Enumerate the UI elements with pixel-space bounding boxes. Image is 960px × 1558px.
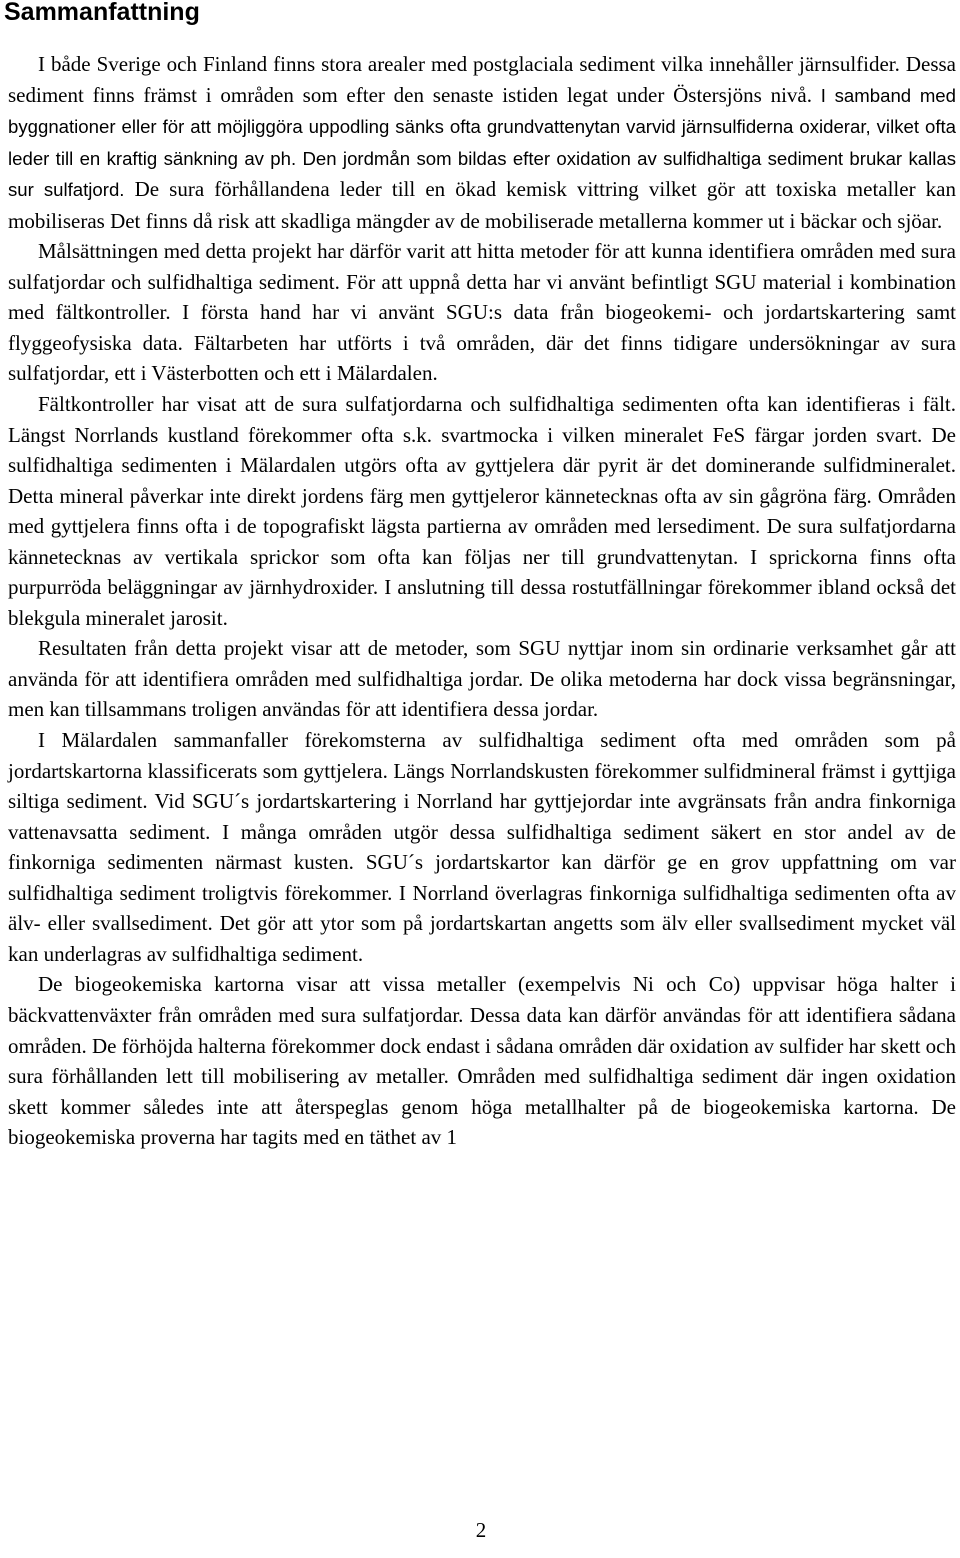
paragraph-3: Fältkontroller har visat att de sura sulfatjordarna och sulfidhaltiga sedimenten ofta kan identifieras i fält. Längst Norrlands kustland förekommer ofta s.k. svartmocka i vilken mineralet FeS färgar jorden svart. De sulfidhaltiga sedimenten i Mälardalen utgörs ofta av gyttjelera där pyrit är det dominerande sulfidmineralet. Detta mineral påverkar inte direkt jordens färg men gyttjeleror kännetecknas ofta av sin gågröna färg. Områden med gyttjelera finns ofta i de topografiskt lägsta partierna av områden med lersediment. De sura sulfatjordarna kännetecknas av vertikala sprickor som ofta kan följas ner till grundvattenytan. I sprickorna finns ofta purpurröda beläggningar av järnhydroxider. I anslutning till dessa rostutfällningar förekommer ibland också det blekgula mineralet jarosit.: [8, 392, 956, 630]
paragraph-2: Målsättningen med detta projekt har därför varit att hitta metoder för att kunna identifiera områden med sura sulfatjordar och sulfidhaltiga sediment. För att uppnå detta har vi använt befintligt SGU material i kombination med fältkontroller. I första hand har vi använt SGU:s data från biogeokemi- och jordartskartering samt flyggeofysiska data. Fältarbeten har utförts i två områden, där det finns tidigare undersökningar av sura sulfatjordar, ett i Västerbotten och ett i Mälardalen.: [8, 239, 956, 386]
paragraph-1-sentence-3: De sura förhållandena leder till en ökad kemisk vittring vilket gör att toxiska metaller kan mobiliseras Det finns då risk att skadliga mängder av de mobiliserade metallerna kommer ut i bäckar och sjöar.: [8, 177, 957, 233]
section-heading: Sammanfattning: [4, 0, 200, 26]
paragraph-1-sentence-1: I både Sverige och Finland finns stora arealer med postglaciala sediment vilka innehåller järnsulfider. Dessa sediment finns främst i områden som efter den senaste istiden legat under Östersjöns nivå.: [8, 52, 956, 107]
body-text: [8, 49, 956, 1153]
paragraph-1: [8, 49, 956, 236]
paragraph-5: I Mälardalen sammanfaller förekomsterna av sulfidhaltiga sediment ofta med områden som på jordartskartorna klassificerats som gyttjelera. Längs Norrlandskusten förekommer sulfidmineral främst i gyttjiga siltiga sediment. Vid SGU´s jordartskartering i Norrland har gyttjejordar inte avgränsats från andra finkorniga vattenavsatta sediment. I många områden utgör dessa sulfidhaltiga sediment säkert en stor andel av de finkorniga sedimenten närmast kusten. SGU´s jordartskartor kan därför ge en grov uppfattning om var sulfidhaltiga sediment troligtvis förekommer. I Norrland överlagras finkorniga sulfidhaltiga sedimenten ofta av älv- eller svallsediment. Det gör att ytor som på jordartskartan angetts som älv eller svallsediment mycket väl kan underlagras av sulfidhaltiga sediment.: [8, 728, 956, 966]
paragraph-6: De biogeokemiska kartorna visar att vissa metaller (exempelvis Ni och Co) uppvisar höga halter i bäckvattenväxter från områden med sura sulfatjordar. Dessa data kan därför användas för att identifiera sådana områden. De förhöjda halterna förekommer dock endast i sådana områden där oxidation av sulfider har skett och sura förhållanden lett till mobilisering av metaller. Områden med sulfidhaltiga sediment där ingen oxidation skett kommer således inte att återspeglas genom höga metallhalter på de biogeokemiska kartorna. De biogeokemiska proverna har tagits med en täthet av 1: [8, 972, 956, 1150]
paragraph-4: Resultaten från detta projekt visar att de metoder, som SGU nyttjar inom sin ordinarie verksamhet går att använda för att identifiera områden med sulfidhaltiga jordar. De olika metoderna har dock vissa begränsningar, men kan tillsammans troligen användas för att identifiera dessa jordar.: [8, 636, 956, 722]
paragraph-1-sentence-2: I samband med byggnationer eller för att möjliggöra uppodling sänks ofta grundvattenytan varvid järnsulfiderna oxiderar, vilket ofta leder till en kraftig sänkning av ph. Den jordmån som bildas efter oxidation av sulfidhaltiga sediment brukar kallas sur sulfatjord.: [8, 84, 956, 201]
page-number: 2: [475, 1518, 487, 1542]
